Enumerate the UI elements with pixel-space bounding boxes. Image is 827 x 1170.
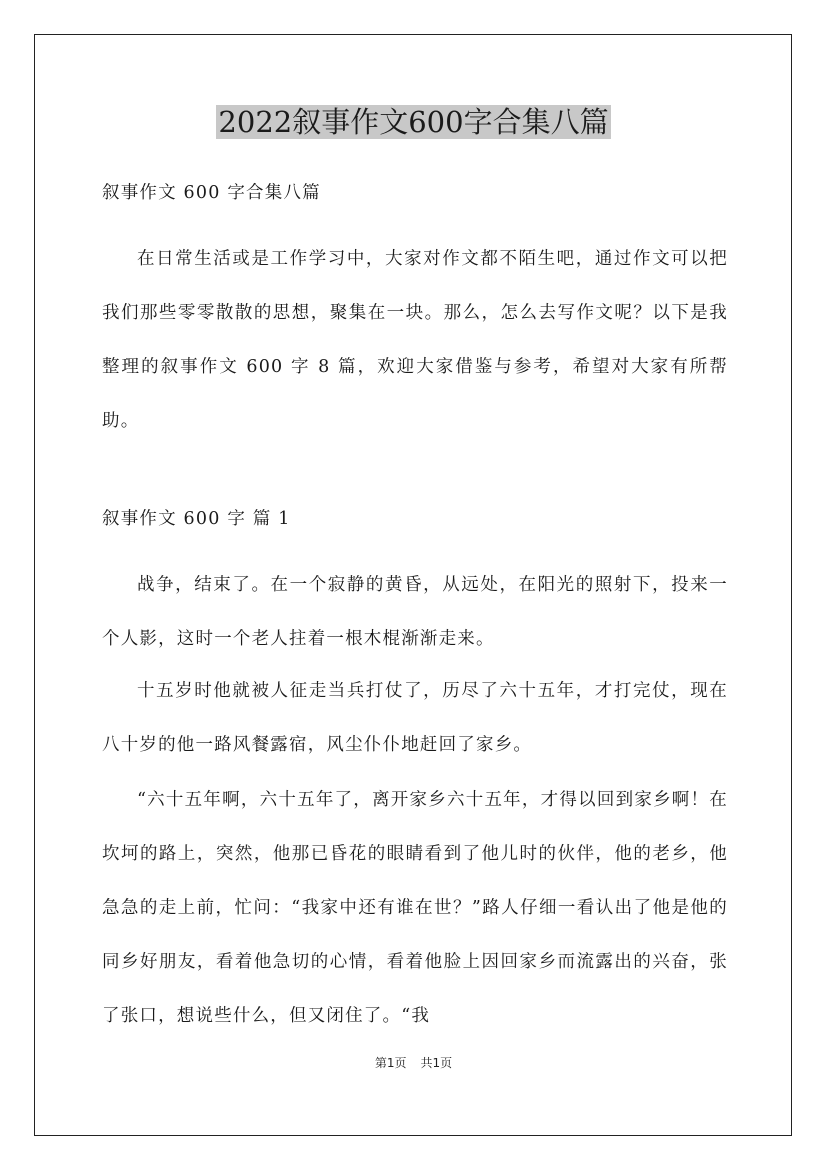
page-footer [0, 1054, 827, 1071]
document-subtitle: 叙事作文 600 字合集八篇 [102, 183, 321, 203]
body-paragraph-1: 战争，结束了。在一个寂静的黄昏，从远处，在阳光的照射下，投来一个人影，这时一个老人拄着一根木棍渐渐走来。 [102, 575, 728, 649]
section-heading: 叙事作文 600 字 篇 1 [102, 509, 291, 529]
document-title-text: 2022叙事作文600字合集八篇 [218, 105, 609, 139]
document-title [0, 102, 827, 142]
body-paragraph-3: “六十五年啊，六十五年了，离开家乡六十五年，才得以回到家乡啊！在坎坷的路上，突然，他那已昏花的眼睛看到了他儿时的伙伴，他的老乡，他急急的走上前，忙问：“我家中还有谁在世？”路人仔细一看认出了他是他的同乡好朋友，看着他急切的心情，看着他脸上因回家乡而流露出的兴奋，张了张口，想说些什么，但又闭住了。“我 [102, 790, 728, 1026]
page-total: 共1页 [420, 1056, 453, 1070]
page-number: 第1页 [374, 1056, 407, 1070]
intro-paragraph: 在日常生活或是工作学习中，大家对作文都不陌生吧，通过作文可以把我们那些零零散散的思想，聚集在一块。那么，怎么去写作文呢？以下是我整理的叙事作文 600 字 8 篇，欢迎大家借鉴与参考，希望对大家有所帮助。 [102, 249, 728, 431]
body-paragraph-2: 十五岁时他就被人征走当兵打仗了，历尽了六十五年，才打完仗，现在八十岁的他一路风餐露宿，风尘仆仆地赶回了家乡。 [102, 681, 728, 755]
